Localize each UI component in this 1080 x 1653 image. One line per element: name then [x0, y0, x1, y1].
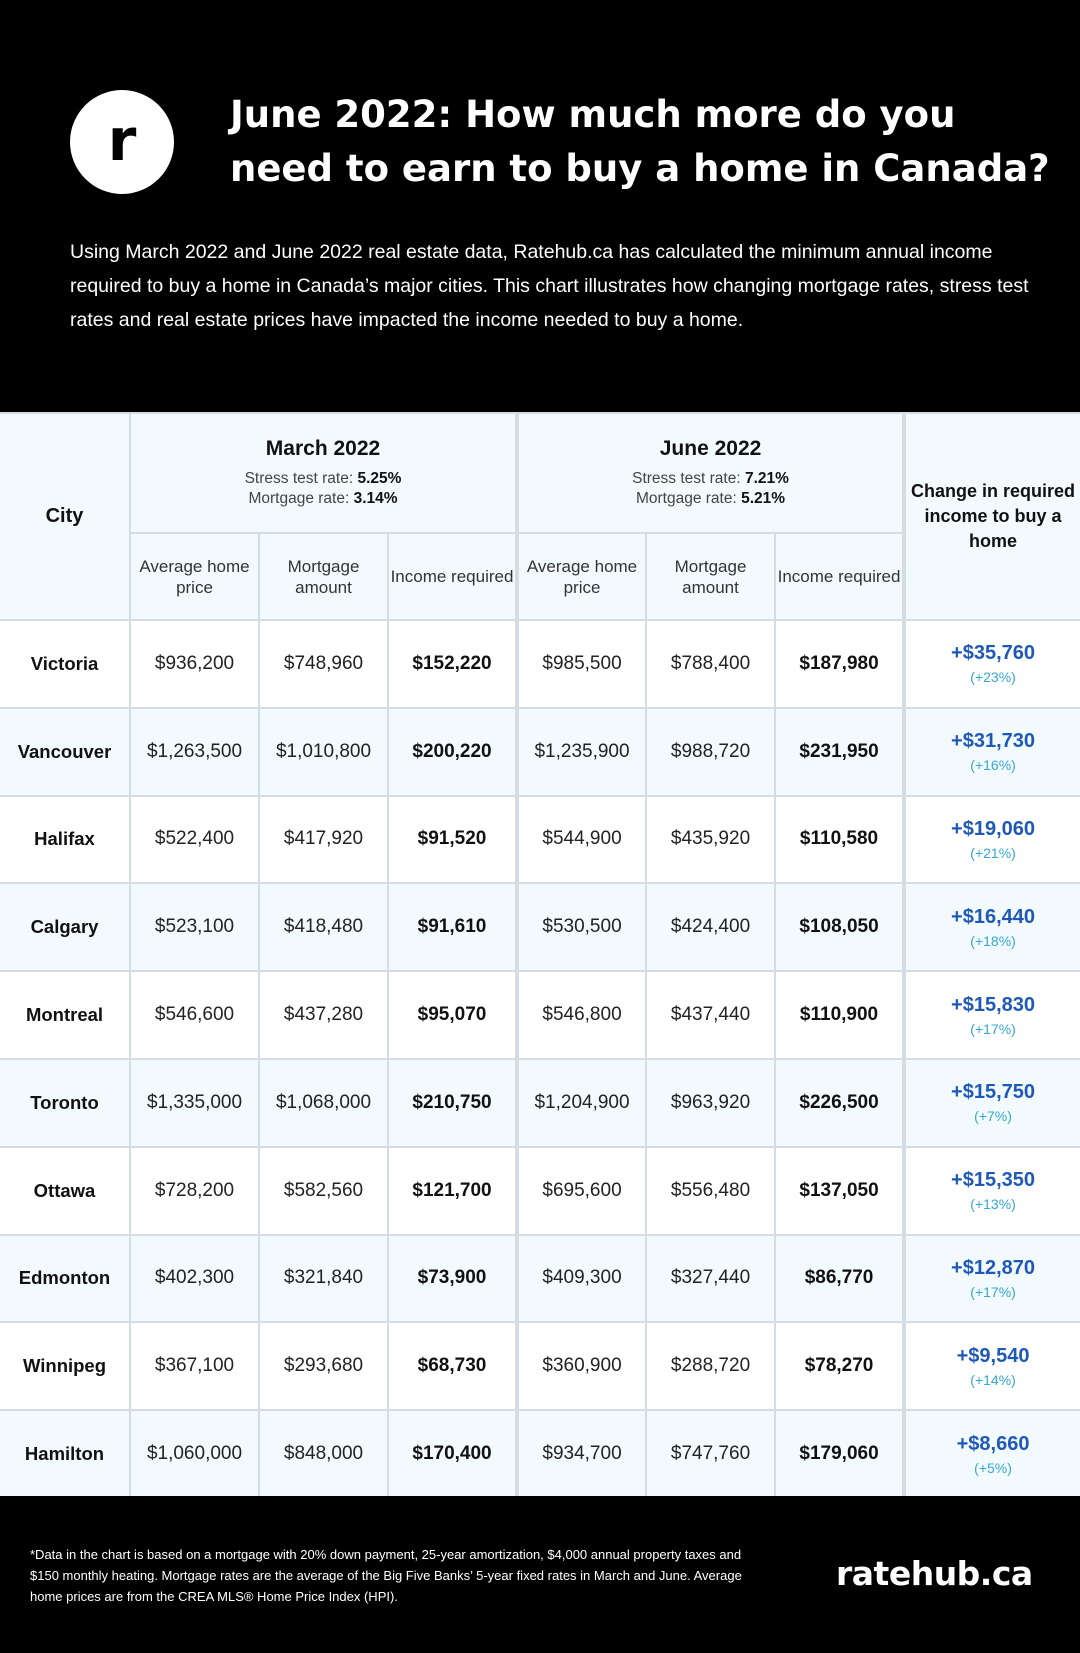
march-income-header: Income required [388, 533, 517, 620]
change-cell [904, 1147, 1080, 1235]
march-mortgage: $321,840 [259, 1235, 388, 1323]
june-avg-price: $409,300 [517, 1235, 646, 1323]
june-mortgage-rate: Mortgage rate: 5.21% [635, 490, 786, 507]
change-amount: +$12,870 [951, 1256, 1036, 1279]
change-amount: +$15,750 [951, 1081, 1036, 1104]
june-income: $187,980 [775, 620, 904, 708]
ratehub-logo [70, 90, 174, 194]
march-2022-header [130, 413, 517, 533]
change-cell [904, 883, 1080, 971]
june-avg-price: $934,700 [517, 1410, 646, 1498]
march-mortgage: $748,960 [259, 620, 388, 708]
march-income: $121,700 [388, 1147, 517, 1235]
change-percent: (+14%) [970, 1371, 1016, 1388]
june-avg-price: $544,900 [517, 796, 646, 884]
march-avg-price: $523,100 [130, 883, 259, 971]
march-title: March 2022 [265, 437, 381, 460]
income-table [0, 412, 1080, 1499]
june-avg-price: $530,500 [517, 883, 646, 971]
change-percent: (+17%) [970, 1020, 1016, 1037]
change-amount: +$35,760 [951, 642, 1036, 665]
ratehub-brand-wordmark: ratehub.ca [836, 1554, 1033, 1593]
june-income: $231,950 [775, 708, 904, 796]
june-mortgage: $424,400 [646, 883, 775, 971]
june-avg-price: $695,600 [517, 1147, 646, 1235]
march-avg-price: $728,200 [130, 1147, 259, 1235]
june-avg-price: $1,204,900 [517, 1059, 646, 1147]
table-row [0, 1235, 1080, 1323]
change-percent: (+17%) [970, 1283, 1016, 1300]
march-income: $170,400 [388, 1410, 517, 1498]
june-mortgage: $435,920 [646, 796, 775, 884]
march-mortgage: $418,480 [259, 883, 388, 971]
march-mortgage: $582,560 [259, 1147, 388, 1235]
change-cell [904, 971, 1080, 1059]
june-mortgage: $327,440 [646, 1235, 775, 1323]
march-avg-price: $1,060,000 [130, 1410, 259, 1498]
march-income: $73,900 [388, 1235, 517, 1323]
table-row [0, 1322, 1080, 1410]
march-income: $200,220 [388, 708, 517, 796]
june-income: $179,060 [775, 1410, 904, 1498]
table-row [0, 1147, 1080, 1235]
march-mortgage-header: Mortgage amount [259, 533, 388, 620]
footer [0, 1496, 1080, 1653]
change-percent: (+18%) [970, 932, 1016, 949]
march-mortgage: $437,280 [259, 971, 388, 1059]
change-percent: (+23%) [970, 669, 1016, 686]
march-avg-price: $402,300 [130, 1235, 259, 1323]
june-mortgage-header: Mortgage amount [646, 533, 775, 620]
june-avg-price: $985,500 [517, 620, 646, 708]
march-income: $91,610 [388, 883, 517, 971]
change-percent: (+5%) [974, 1459, 1012, 1476]
page-title: June 2022: How much more do you need to earn to buy a home in Canada? [230, 93, 1050, 190]
change-percent: (+7%) [974, 1108, 1012, 1125]
city-cell: Toronto [0, 1059, 130, 1147]
june-income: $108,050 [775, 883, 904, 971]
change-cell [904, 796, 1080, 884]
change-percent: (+21%) [970, 844, 1016, 861]
change-amount: +$31,730 [951, 730, 1036, 753]
change-column-header: Change in required income to buy a home [904, 413, 1080, 620]
table-row [0, 796, 1080, 884]
city-cell: Victoria [0, 620, 130, 708]
march-stress-rate: Stress test rate: 5.25% [244, 470, 402, 487]
city-column-header: City [0, 413, 130, 620]
change-cell [904, 1235, 1080, 1323]
table-row [0, 1059, 1080, 1147]
june-mortgage: $288,720 [646, 1322, 775, 1410]
march-avg-price: $1,263,500 [130, 708, 259, 796]
change-amount: +$16,440 [951, 905, 1036, 928]
change-amount: +$8,660 [956, 1432, 1030, 1455]
intro-paragraph: Using March 2022 and June 2022 real estate data, Ratehub.ca has calculated the minimum annual income required to buy a home in Canada’s major cities. This chart illustrates how changing mortgage rates, stress test rates and real estate prices have impacted the income needed to buy a home. [70, 241, 1029, 331]
june-avg-price: $1,235,900 [517, 708, 646, 796]
change-amount: +$9,540 [956, 1344, 1030, 1367]
june-avg-price: $546,800 [517, 971, 646, 1059]
june-income: $86,770 [775, 1235, 904, 1323]
march-avg-price: $936,200 [130, 620, 259, 708]
change-amount: +$15,350 [951, 1169, 1036, 1192]
march-avg-price: $367,100 [130, 1322, 259, 1410]
march-mortgage: $417,920 [259, 796, 388, 884]
june-income: $78,270 [775, 1322, 904, 1410]
march-income: $210,750 [388, 1059, 517, 1147]
change-percent: (+13%) [970, 1196, 1016, 1213]
march-avg-price-header: Average home price [130, 533, 259, 620]
march-income: $95,070 [388, 971, 517, 1059]
income-table-area [0, 412, 1080, 1496]
march-mortgage: $293,680 [259, 1322, 388, 1410]
city-cell: Montreal [0, 971, 130, 1059]
march-avg-price: $546,600 [130, 971, 259, 1059]
change-percent: (+16%) [970, 757, 1016, 774]
city-cell: Winnipeg [0, 1322, 130, 1410]
change-amount: +$19,060 [951, 817, 1036, 840]
table-body [0, 620, 1080, 1498]
june-title: June 2022 [659, 437, 762, 460]
june-income: $137,050 [775, 1147, 904, 1235]
june-income: $110,900 [775, 971, 904, 1059]
june-income-header: Income required [775, 533, 904, 620]
table-row [0, 708, 1080, 796]
june-avg-price-header: Average home price [517, 533, 646, 620]
june-mortgage: $788,400 [646, 620, 775, 708]
city-cell: Vancouver [0, 708, 130, 796]
june-mortgage: $437,440 [646, 971, 775, 1059]
march-mortgage: $848,000 [259, 1410, 388, 1498]
june-stress-rate: Stress test rate: 7.21% [632, 470, 789, 487]
june-mortgage: $988,720 [646, 708, 775, 796]
march-income: $68,730 [388, 1322, 517, 1410]
table-row [0, 1410, 1080, 1498]
change-cell [904, 1059, 1080, 1147]
footnote: *Data in the chart is based on a mortgage with 20% down payment, 25-year amortization, $4,000 annual property taxes and $150 monthly heating. Mortgage rates are the average of the Big Five Banks’ 5-year fixed rates in March and June. Average home prices are from the CREA MLS® Home Price Index (HPI). [30, 1547, 742, 1604]
june-income: $110,580 [775, 796, 904, 884]
march-income: $91,520 [388, 796, 517, 884]
table-row [0, 971, 1080, 1059]
june-mortgage: $556,480 [646, 1147, 775, 1235]
logo-letter: r [107, 106, 137, 174]
table-row [0, 620, 1080, 708]
march-avg-price: $522,400 [130, 796, 259, 884]
city-cell: Hamilton [0, 1410, 130, 1498]
march-mortgage: $1,068,000 [259, 1059, 388, 1147]
march-income: $152,220 [388, 620, 517, 708]
city-cell: Ottawa [0, 1147, 130, 1235]
change-cell [904, 708, 1080, 796]
city-cell: Calgary [0, 883, 130, 971]
june-mortgage: $963,920 [646, 1059, 775, 1147]
june-avg-price: $360,900 [517, 1322, 646, 1410]
change-amount: +$15,830 [951, 993, 1036, 1016]
march-mortgage-rate: Mortgage rate: 3.14% [248, 490, 398, 507]
change-cell [904, 1322, 1080, 1410]
header [0, 0, 1080, 412]
city-cell: Halifax [0, 796, 130, 884]
change-cell [904, 620, 1080, 708]
march-mortgage: $1,010,800 [259, 708, 388, 796]
change-cell [904, 1410, 1080, 1498]
june-mortgage: $747,760 [646, 1410, 775, 1498]
june-2022-header [517, 413, 904, 533]
march-avg-price: $1,335,000 [130, 1059, 259, 1147]
table-row [0, 883, 1080, 971]
city-cell: Edmonton [0, 1235, 130, 1323]
june-income: $226,500 [775, 1059, 904, 1147]
